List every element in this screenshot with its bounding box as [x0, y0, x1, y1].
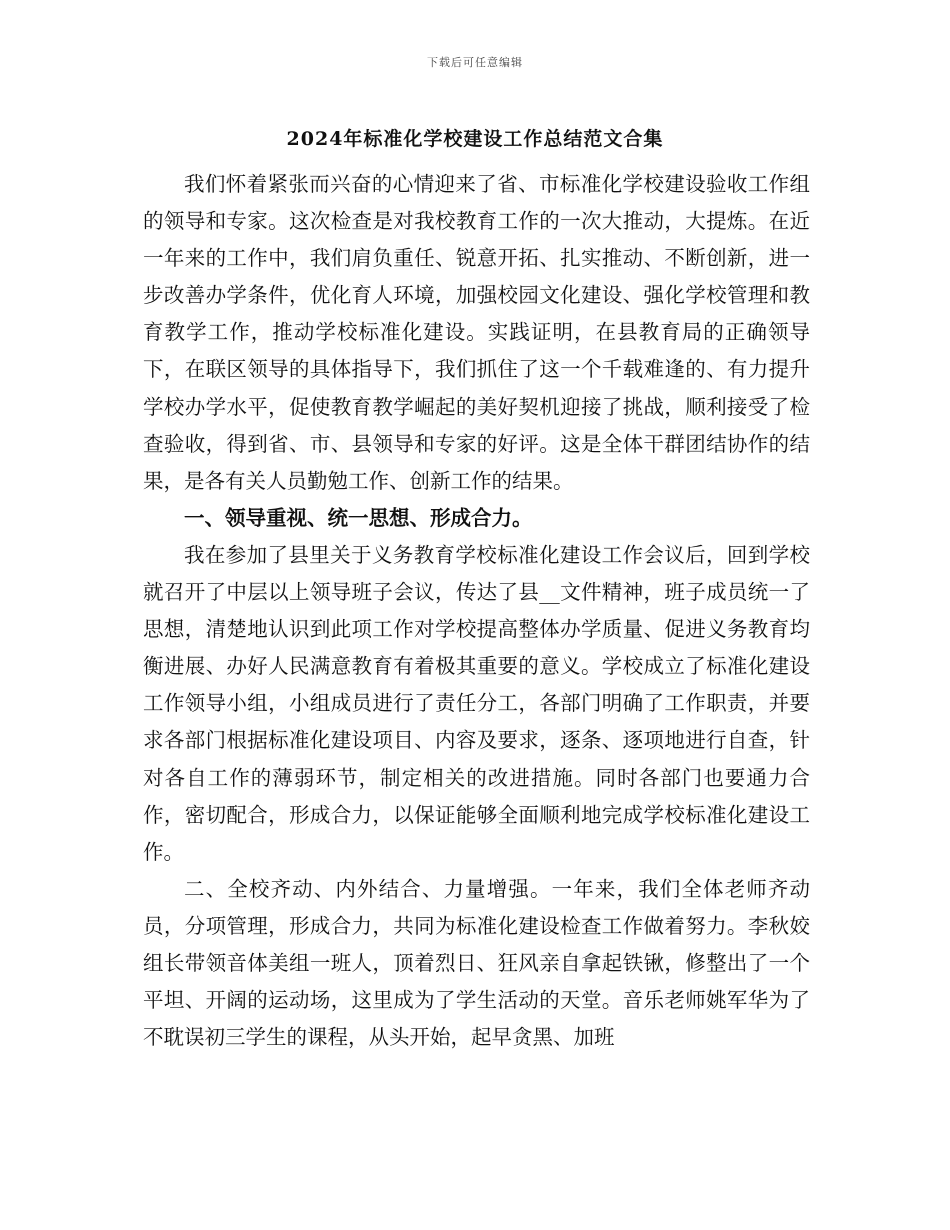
paragraph-section-1: 我在参加了县里关于义务教育学校标准化建设工作会议后，回到学校就召开了中层以上领导班子会议，传达了县__文件精神，班子成员统一了思想，清楚地认识到此项工作对学校提高整体办学质量、促进义务教育均衡进展、办好人民满意教育有着极其重要的意义。学校成立了标准化建设工作领导小组，小组成员进行了责任分工，各部门明确了工作职责，并要求各部门根据标准化建设项目、内容及要求，逐条、逐项地进行自查，针对各自工作的薄弱环节，制定相关的改进措施。同时各部门也要通力合作，密切配合，形成合力，以保证能够全面顺利地完成学校标准化建设工作。 [143, 542, 810, 864]
paragraph-intro: 我们怀着紧张而兴奋的心情迎来了省、市标准化学校建设验收工作组的领导和专家。这次检查是对我校教育工作的一次大推动，大提炼。在近一年来的工作中，我们肩负重任、锐意开拓、扎实推动、不断创新，进一步改善办学条件，优化育人环境，加强校园文化建设、强化学校管理和教育教学工作，推动学校标准化建设。实践证明，在县教育局的正确领导下，在联区领导的具体指导下，我们抓住了这一个千载难逢的、有力提升学校办学水平，促使教育教学崛起的美好契机迎接了挑战，顺利接受了检查验收，得到省、市、县领导和专家的好评。这是全体干群团结协作的结果，是各有关人员勤勉工作、创新工作的结果。 [143, 172, 810, 493]
document-title: 2024年标准化学校建设工作总结范文合集 [286, 128, 664, 150]
header-note: 下载后可任意编辑 [427, 56, 523, 69]
document-body [143, 166, 810, 1056]
section-heading-1: 一、领导重视、统一思想、形成合力。 [184, 505, 533, 530]
paragraph-section-2: 二、全校齐动、内外结合、力量增强。一年来，我们全体老师齐动员，分项管理，形成合力，共同为标准化建设检查工作做着努力。李秋姣组长带领音体美组一班人，顶着烈日、狂风亲自拿起铁锹，修整出了一个平坦、开阔的运动场，这里成为了学生活动的天堂。音乐老师姚军华为了不耽误初三学生的课程，从头开始，起早贪黑、加班 [143, 876, 810, 1050]
